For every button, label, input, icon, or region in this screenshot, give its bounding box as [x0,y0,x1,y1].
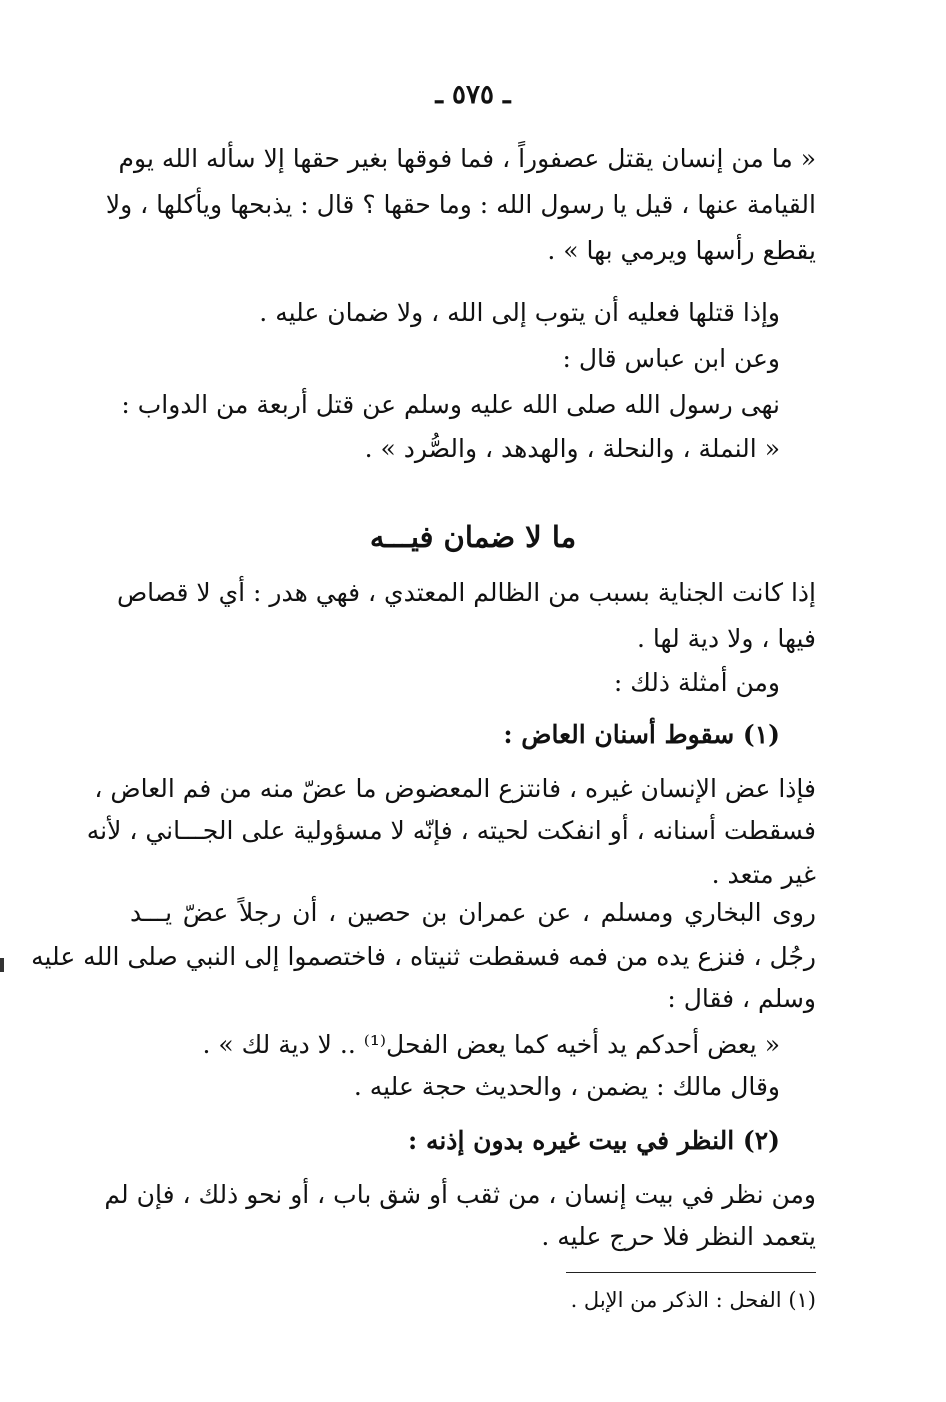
text-line: « ما من إنسان يقتل عصفوراً ، فما فوقها بغير حقها إلا سأله الله يوم [118,144,816,173]
text-line: فسقطت أسنانه ، أو انفكت لحيته ، فإنّه لا مسؤولية على الجـــاني ، لأنه [86,816,816,845]
text-line: وقال مالك : يضمن ، والحديث حجة عليه . [353,1072,780,1101]
subheading-looking-into-house: (٢) النظر في بيت غيره بدون إذنه : [408,1126,780,1155]
scan-edge-mark [0,958,4,972]
text-line: وسلم ، فقال : [667,984,816,1013]
text-line: ومن نظر في بيت إنسان ، من ثقب أو شق باب ، أو نحو ذلك ، فإن لم [104,1180,816,1209]
text-line: إذا كانت الجناية بسبب من الظالم المعتدي ، فهي هدر : أي لا قصاص [116,578,816,607]
footnote: (١) الفحل : الذكر من الإبل . [570,1288,816,1312]
text-line: يتعمد النظر فلا حرج عليه . [541,1222,816,1251]
page-number: ـ ٥٧٥ ـ [435,80,511,110]
text-line: فيها ، ولا دية لها . [637,624,816,653]
subheading-biter-teeth: (١) سقوط أسنان العاض : [503,720,780,749]
text-line: يقطع رأسها ويرمي بها » . [547,236,816,265]
text-line: نهى رسول الله صلى الله عليه وسلم عن قتل أربعة من الدواب : [121,390,780,419]
footnote-rule [566,1272,816,1273]
text-line: فإذا عض الإنسان غيره ، فانتزع المعضوض ما عضّ منه من فم العاض ، [94,774,816,803]
text-line: غير متعد . [711,860,816,889]
text-line: « النملة ، والنحلة ، والهدهد ، والصُّرد » . [364,434,780,463]
text-line: وعن ابن عباس قال : [562,344,780,373]
text-line: ومن أمثلة ذلك : [613,668,780,697]
text-line: رجُل ، فنزع يده من فمه فسقطت ثنيتاه ، فاختصموا إلى النبي صلى الله عليه [31,942,816,971]
section-heading: ما لا ضمان فيـــه [369,520,577,554]
text-line: وإذا قتلها فعليه أن يتوب إلى الله ، ولا ضمان عليه . [259,298,780,327]
text-line: القيامة عنها ، قيل يا رسول الله : وما حقها ؟ قال : يذبحها ويأكلها ، ولا [105,190,816,219]
text-line: روى البخاري ومسلم ، عن عمران بن حصين ، أن رجلاً عضّ يـــد [130,898,816,927]
text-line: « يعض أحدكم يد أخيه كما يعض الفحل⁽¹⁾ .. لا دية لك » . [202,1030,780,1059]
